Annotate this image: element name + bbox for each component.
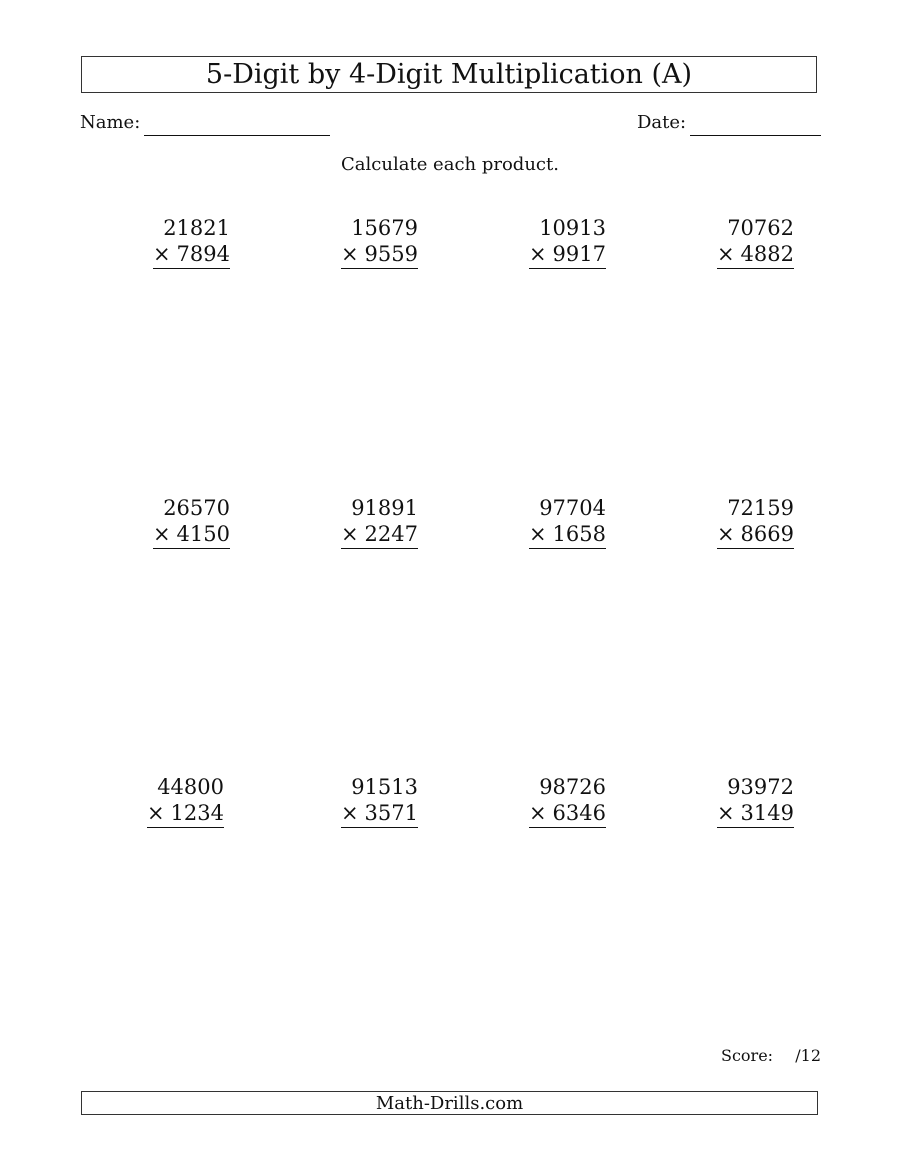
multiplier: 2247: [364, 522, 418, 546]
multiplier: 9917: [552, 242, 606, 266]
multiplicand: 97704: [539, 496, 606, 520]
multiplicand: 72159: [727, 496, 794, 520]
multiplier-row: [341, 521, 418, 549]
multiply-sign: ×: [340, 801, 359, 825]
footer-site-name: Math-Drills.com: [81, 1091, 818, 1115]
multiplier-row: [147, 800, 224, 828]
multiply-sign: ×: [528, 242, 547, 266]
multiplier-row: [529, 800, 606, 828]
multiplier: 7894: [176, 242, 230, 266]
multiply-sign: ×: [716, 522, 735, 546]
name-label: Name:: [80, 112, 141, 133]
multiplicand: 70762: [727, 216, 794, 240]
multiply-sign: ×: [716, 242, 735, 266]
multiplicand: 98726: [539, 775, 606, 799]
multiply-sign: ×: [152, 522, 171, 546]
problem-9: [74, 774, 224, 828]
problem-4: [644, 215, 794, 269]
score-total: /12: [795, 1046, 821, 1065]
multiplier-row: [341, 800, 418, 828]
problem-10: [268, 774, 418, 828]
problem-1: [80, 215, 230, 269]
problem-2: [268, 215, 418, 269]
multiplier: 4882: [740, 242, 794, 266]
multiplier: 3571: [364, 801, 418, 825]
multiplicand: 10913: [539, 216, 606, 240]
multiplier-row: [153, 521, 230, 549]
multiplier: 1658: [552, 522, 606, 546]
multiplier-row: [717, 241, 794, 269]
multiplier-row: [717, 521, 794, 549]
multiply-sign: ×: [152, 242, 171, 266]
score-label: Score:: [721, 1046, 774, 1065]
multiplicand: 44800: [157, 775, 224, 799]
multiplier-row: [717, 800, 794, 828]
multiplicand: 93972: [727, 775, 794, 799]
problem-6: [268, 495, 418, 549]
multiply-sign: ×: [340, 522, 359, 546]
multiplier-row: [153, 241, 230, 269]
multiplier: 4150: [176, 522, 230, 546]
multiply-sign: ×: [528, 801, 547, 825]
multiplier-row: [341, 241, 418, 269]
multiply-sign: ×: [716, 801, 735, 825]
multiplicand: 91513: [351, 775, 418, 799]
multiplicand: 91891: [351, 496, 418, 520]
multiplier: 8669: [740, 522, 794, 546]
problem-7: [456, 495, 606, 549]
date-label: Date:: [637, 112, 687, 133]
multiply-sign: ×: [146, 801, 165, 825]
instructions: Calculate each product.: [341, 154, 559, 175]
multiply-sign: ×: [528, 522, 547, 546]
problem-11: [456, 774, 606, 828]
multiplier-row: [529, 241, 606, 269]
multiplier: 3149: [740, 801, 794, 825]
problem-5: [80, 495, 230, 549]
multiplier: 6346: [552, 801, 606, 825]
problem-8: [644, 495, 794, 549]
multiplier: 1234: [170, 801, 224, 825]
multiplicand: 21821: [163, 216, 230, 240]
worksheet-title: 5-Digit by 4-Digit Multiplication (A): [81, 56, 817, 93]
problem-12: [644, 774, 794, 828]
multiplicand: 15679: [351, 216, 418, 240]
multiplier: 9559: [364, 242, 418, 266]
problem-3: [456, 215, 606, 269]
multiply-sign: ×: [340, 242, 359, 266]
multiplier-row: [529, 521, 606, 549]
multiplicand: 26570: [163, 496, 230, 520]
